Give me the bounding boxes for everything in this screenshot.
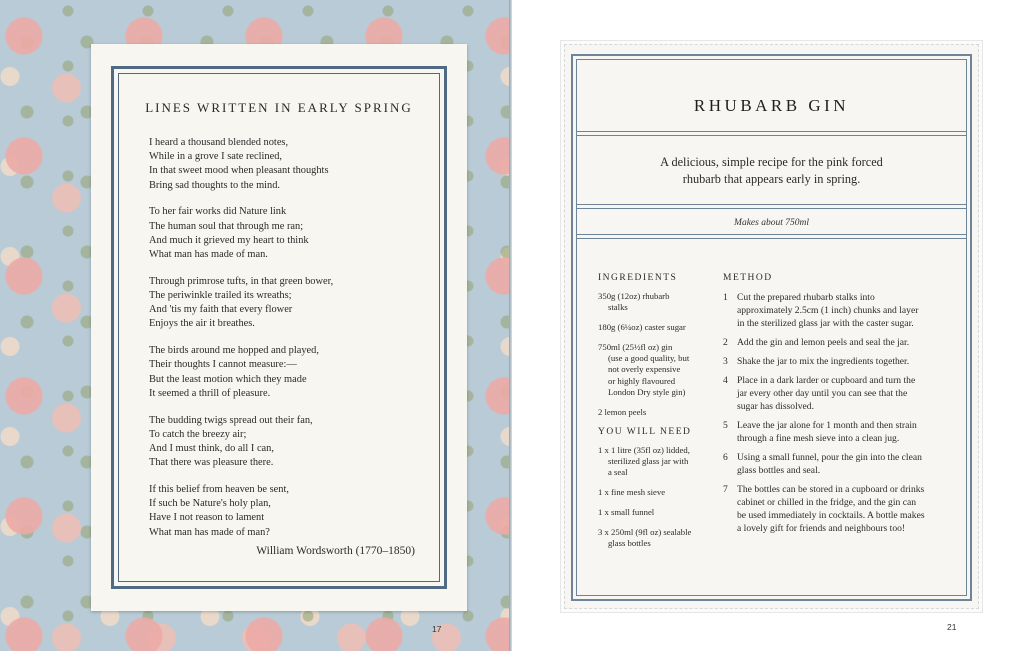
separator — [577, 208, 966, 209]
separator — [577, 135, 966, 136]
recipe-intro: A delicious, simple recipe for the pink forced rhubarb that appears early in spring. — [660, 155, 883, 186]
left-page-floral-background — [0, 0, 511, 651]
poem-stanza: Through primrose tufts, in that green bower, The periwinkle trailed its wreaths; And 'tis my faith that every flower Enjoys the air it breathes. — [149, 275, 334, 330]
poem-title: LINES WRITTEN IN EARLY SPRING — [145, 100, 413, 115]
equipment-heading: YOU WILL NEED — [598, 426, 692, 437]
ingredient-item: 180g (6¼oz) caster sugar — [598, 322, 686, 333]
recipe-card — [564, 44, 979, 609]
equipment-item: 1 x 1 litre (35fl oz) lidded, sterilized glass jar with a seal — [598, 444, 690, 478]
poem-stanza: The budding twigs spread out their fan, To catch the breezy air; And I must think, do all I can, That there was pleasure there. — [149, 414, 313, 469]
step-number: 5 — [723, 420, 728, 431]
method-step: 5 Leave the jar alone for 1 month and then strain through a fine mesh sieve into a clean jug. — [723, 420, 917, 444]
page-number-right: 21 — [947, 622, 957, 632]
page-number-left: 17 — [432, 624, 442, 634]
step-number: 2 — [723, 337, 728, 348]
method-step: 3 Shake the jar to mix the ingredients together. — [723, 356, 910, 367]
separator — [577, 238, 966, 239]
method-step: 4 Place in a dark larder or cupboard and turn the jar every other day until you can see that the sugar has dissolved. — [723, 375, 916, 412]
poem-stanza: The birds around me hopped and played, Their thoughts I cannot measure:— But the least motion which they made It seemed a thrill of pleasure. — [149, 345, 319, 399]
poem-card — [91, 44, 467, 611]
method-step: 6 Using a small funnel, pour the gin into the clean glass bottles and seal. — [723, 452, 922, 476]
recipe-title: RHUBARB GIN — [693, 96, 850, 115]
ingredient-item: 750ml (25½fl oz) gin (use a good quality, but not overly expensive or highly flavoured London Dry style gin) — [598, 341, 690, 398]
recipe-frame — [571, 54, 972, 601]
ingredients-heading: INGREDIENTS — [598, 273, 678, 283]
poem-body — [149, 136, 429, 552]
step-number: 1 — [723, 292, 728, 303]
poem-author: William Wordsworth (1770–1850) — [256, 545, 415, 557]
equipment-item: 3 x 250ml (9fl oz) sealable glass bottles — [598, 526, 692, 548]
poem-stanza: I heard a thousand blended notes, While in a grove I sate reclined, In that sweet mood when pleasant thoughts Bring sad thoughts to the mind. — [149, 137, 329, 191]
method-column — [723, 273, 973, 541]
equipment-item: 1 x fine mesh sieve — [598, 487, 666, 498]
poem-stanza: If this belief from heaven be sent, If such be Nature's holy plan, Have I not reason to lament What man has made of man? — [149, 484, 289, 538]
separator — [577, 131, 966, 132]
method-step: 1 Cut the prepared rhubarb stalks into approximately 2.5cm (1 inch) chunks and layer in the sterilized glass jar with the caster sugar. — [723, 292, 919, 329]
ingredient-item: 2 lemon peels — [598, 406, 647, 417]
step-number: 6 — [723, 452, 728, 463]
book-spine — [509, 0, 512, 651]
equipment-item: 1 x small funnel — [598, 506, 655, 517]
poem-frame — [111, 66, 447, 589]
method-heading: METHOD — [723, 273, 773, 283]
recipe-yield: Makes about 750ml — [734, 218, 809, 228]
separator — [577, 204, 966, 205]
step-number: 3 — [723, 356, 728, 367]
poem-stanza: To her fair works did Nature link The human soul that through me ran; And much it grieved my heart to think What man has made of man. — [149, 206, 309, 261]
step-number: 7 — [723, 484, 728, 495]
method-step: 7 The bottles can be stored in a cupboard or drinks cabinet or chilled in the fridge, and the gin can be used immediately in cocktails. A bottle makes a lovely gift for friends and neighbours too! — [723, 484, 925, 534]
ingredients-column — [598, 273, 723, 558]
method-step: 2 Add the gin and lemon peels and seal the jar. — [723, 337, 910, 348]
ingredient-item: 350g (12oz) rhubarb stalks — [598, 291, 670, 313]
separator — [577, 234, 966, 235]
step-number: 4 — [723, 375, 728, 386]
